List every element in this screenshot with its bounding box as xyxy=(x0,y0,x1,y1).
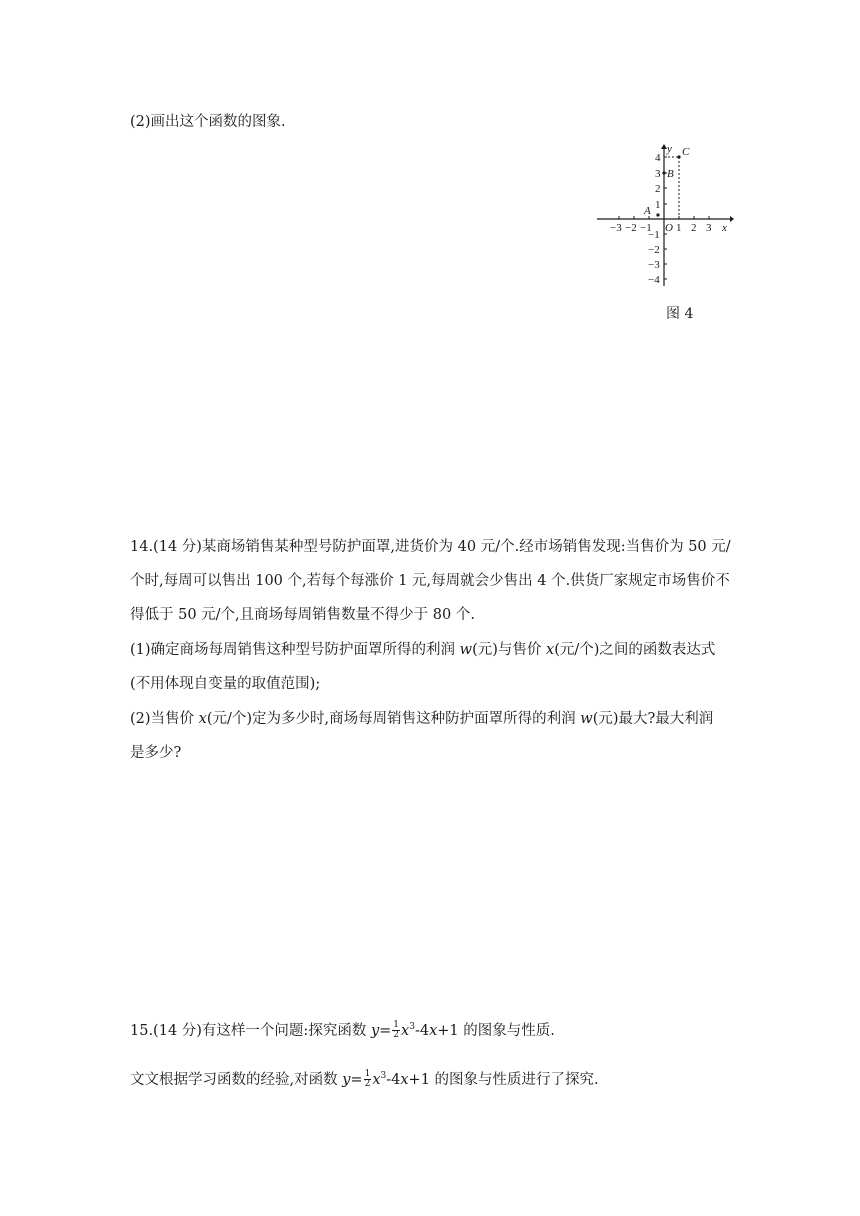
point-b-label: B xyxy=(667,168,674,180)
y-tick-label: 4 xyxy=(655,152,661,164)
y-tick-label: −2 xyxy=(648,244,660,256)
origin-label: O xyxy=(665,222,673,234)
question-14-line-3: 得低于 50 元/个,且商场每周销售数量不得少于 80 个. xyxy=(130,607,475,623)
question-14-part-1-line-2: (不用体现自变量的取值范围); xyxy=(130,676,321,692)
variable-x: x xyxy=(400,1071,409,1088)
equals-sign: = xyxy=(379,1022,392,1039)
term: -4 xyxy=(414,1022,430,1039)
denominator: 2 xyxy=(393,1030,400,1041)
question-15-line-1 xyxy=(130,1017,555,1041)
coordinate-figure xyxy=(594,142,734,290)
question-13-part-2: (2)画出这个函数的图象. xyxy=(130,114,286,130)
text: 的图象与性质进行了探究. xyxy=(429,1071,599,1088)
x-tick-label: 3 xyxy=(706,222,712,234)
numerator: 1 xyxy=(393,1020,400,1031)
function-expression xyxy=(370,1020,459,1041)
text: 的图象与性质. xyxy=(458,1022,555,1039)
text: (元/个)定为多少时,商场每周销售这种防护面罩所得的利润 xyxy=(206,711,581,727)
text: (元)与售价 xyxy=(472,642,547,658)
denominator: 2 xyxy=(364,1079,371,1090)
exponent: 3 xyxy=(409,1022,415,1032)
point-a xyxy=(656,213,659,216)
variable-x: x xyxy=(429,1022,438,1039)
y-axis-label: y xyxy=(667,143,672,155)
text: 文文根据学习函数的经验,对函数 xyxy=(130,1071,343,1088)
variable-w: w xyxy=(459,642,473,658)
text: (元)最大?最大利润 xyxy=(592,711,714,727)
text: (2)当售价 xyxy=(130,711,199,727)
term: +1 xyxy=(408,1071,430,1088)
x-tick-label: 1 xyxy=(676,222,682,234)
fraction xyxy=(364,1070,372,1089)
function-expression xyxy=(342,1069,430,1090)
variable-w: w xyxy=(580,711,593,727)
y-tick-label: 3 xyxy=(655,168,661,180)
x-tick-label: −1 xyxy=(640,222,652,234)
y-tick-label: 1 xyxy=(655,199,661,211)
term: -4 xyxy=(386,1071,401,1088)
variable-x: x xyxy=(198,711,207,727)
x-tick-label: −2 xyxy=(625,222,637,234)
variable-x: x xyxy=(546,642,555,658)
text: 15.(14 分)有这样一个问题:探究函数 xyxy=(130,1022,371,1039)
term: +1 xyxy=(437,1022,459,1039)
variable-x: x xyxy=(401,1022,410,1039)
point-a-label: A xyxy=(644,205,651,217)
fraction xyxy=(392,1021,400,1040)
y-tick-label: −4 xyxy=(648,274,660,286)
variable-x: x xyxy=(372,1071,381,1088)
figure-caption: 图 4 xyxy=(666,306,694,322)
point-b xyxy=(662,171,665,174)
question-14-part-1 xyxy=(130,640,715,660)
numerator: 1 xyxy=(364,1069,371,1080)
y-tick-label: 2 xyxy=(655,183,661,195)
variable-y: y xyxy=(370,1022,380,1039)
question-14-line-2: 个时,每周可以售出 100 个,若每个每涨价 1 元,每周就会少售出 4 个.供货厂家规定市场售价不 xyxy=(130,573,730,589)
question-14-line-1: 14.(14 分)某商场销售某种型号防护面罩,进货价为 40 元/个.经市场销售发现:当售价为 50 元/ xyxy=(130,539,731,555)
x-axis-arrow xyxy=(730,216,734,222)
equals-sign: = xyxy=(350,1071,363,1088)
exponent: 3 xyxy=(380,1071,387,1081)
variable-y: y xyxy=(342,1071,351,1088)
x-tick-label: 2 xyxy=(691,222,697,234)
y-tick-label: −1 xyxy=(648,229,660,241)
question-14-part-2-line-2: 是多少? xyxy=(130,745,182,761)
x-axis-label: x xyxy=(722,222,727,234)
question-15-line-2 xyxy=(130,1066,599,1090)
text: (元/个)之间的函数表达式 xyxy=(554,642,716,658)
point-c-label: C xyxy=(682,146,690,158)
question-14-part-2 xyxy=(130,709,713,729)
point-c xyxy=(677,155,680,158)
text: (1)确定商场每周销售这种型号防护面罩所得的利润 xyxy=(130,642,460,658)
x-tick-label: −3 xyxy=(610,222,622,234)
y-tick-label: −3 xyxy=(648,259,660,271)
